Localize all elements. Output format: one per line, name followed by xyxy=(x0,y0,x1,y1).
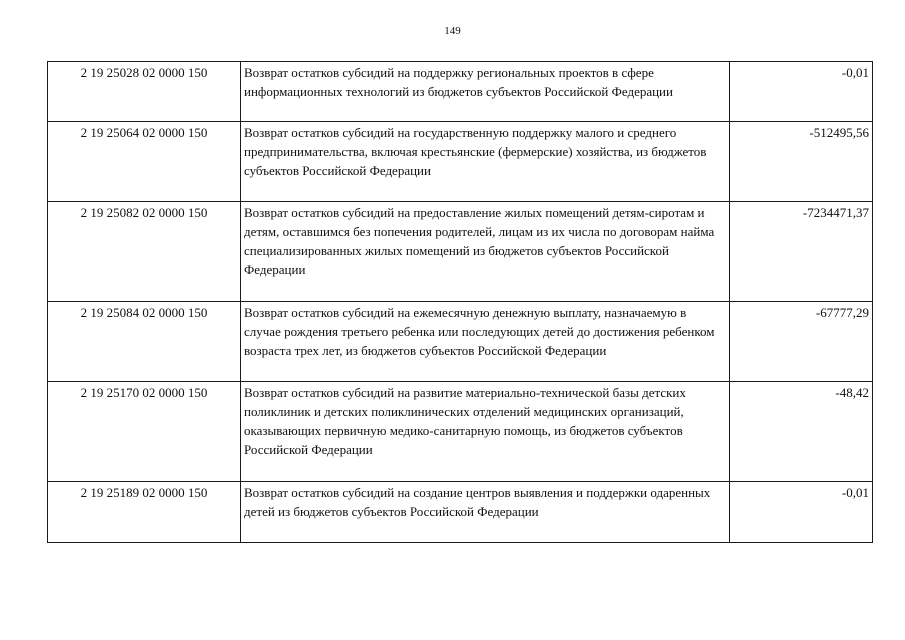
classification-code: 2 19 25082 02 0000 150 xyxy=(48,202,241,302)
revenue-description: Возврат остатков субсидий на ежемесячную денежную выплату, назначаемую в случае рождения третьего ребенка или последующих детей до достижения ребенком возраста трех лет, из бюджетов субъектов Российской Федерации xyxy=(241,302,730,382)
amount-value: -0,01 xyxy=(730,62,873,122)
amount-value: -7234471,37 xyxy=(730,202,873,302)
page-number: 149 xyxy=(444,25,461,37)
table-row xyxy=(48,302,873,382)
table-row xyxy=(48,122,873,202)
revenue-description: Возврат остатков субсидий на поддержку региональных проектов в сфере информационных технологий из бюджетов субъектов Российской Федерации xyxy=(241,62,730,122)
table-row xyxy=(48,382,873,482)
table-row xyxy=(48,62,873,122)
amount-value: -67777,29 xyxy=(730,302,873,382)
classification-code: 2 19 25064 02 0000 150 xyxy=(48,122,241,202)
amount-value: -512495,56 xyxy=(730,122,873,202)
classification-code: 2 19 25028 02 0000 150 xyxy=(48,62,241,122)
amount-value: -48,42 xyxy=(730,382,873,482)
revenue-description: Возврат остатков субсидий на предоставление жилых помещений детям-сиротам и детям, оставшимся без попечения родителей, лицам из их числа по договорам найма специализированных жилых помещений из бюджетов субъектов Российской Федерации xyxy=(241,202,730,302)
amount-value: -0,01 xyxy=(730,482,873,543)
revenue-description: Возврат остатков субсидий на создание центров выявления и поддержки одаренных детей из бюджетов субъектов Российской Федерации xyxy=(241,482,730,543)
budget-table xyxy=(47,61,873,543)
table-row xyxy=(48,482,873,543)
classification-code: 2 19 25189 02 0000 150 xyxy=(48,482,241,543)
classification-code: 2 19 25084 02 0000 150 xyxy=(48,302,241,382)
revenue-description: Возврат остатков субсидий на государственную поддержку малого и среднего предпринимательства, включая крестьянские (фермерские) хозяйства, из бюджетов субъектов Российской Федерации xyxy=(241,122,730,202)
table-row xyxy=(48,202,873,302)
classification-code: 2 19 25170 02 0000 150 xyxy=(48,382,241,482)
revenue-description: Возврат остатков субсидий на развитие материально-технической базы детских поликлиник и детских поликлинических отделений медицинских организаций, оказывающих первичную медико-санитарную помощь, из бюджетов субъектов Российской Федерации xyxy=(241,382,730,482)
